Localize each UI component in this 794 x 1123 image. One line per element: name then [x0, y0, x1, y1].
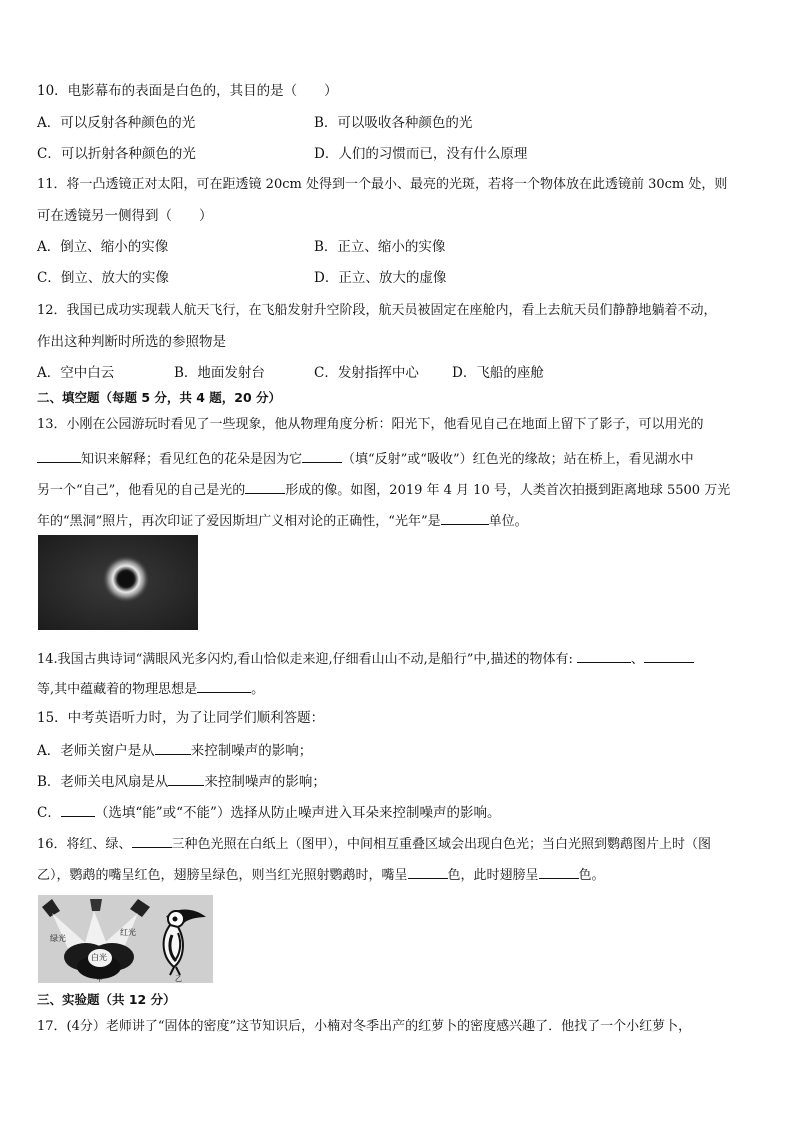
q16-line2-text-c: 色。 — [578, 868, 605, 883]
q14-line2 — [37, 678, 264, 699]
section-experiment-heading: 三、实验题（共 12 分） — [37, 992, 176, 1007]
section-fill-in-heading: 二、填空题（每题 5 分，共 4 题，20 分） — [37, 390, 282, 405]
q16-line2 — [37, 864, 605, 885]
q12-option-a: A．空中白云 — [37, 365, 115, 381]
q13-line2 — [37, 448, 694, 469]
q12-stem-line1: 12．我国已成功实现载人航天飞行，在飞船发射升空阶段，航天员被固定在座舱内，看上去航天员们静静地躺着不动， — [37, 303, 717, 318]
q16-line1-text-a: 16．将红、绿、 — [37, 837, 132, 852]
q14-line1 — [37, 648, 694, 669]
q15-c-text-a: C． — [37, 805, 61, 821]
q14-blank-2[interactable] — [644, 648, 694, 663]
q15-blank-c[interactable] — [61, 802, 95, 817]
q14-blank-1[interactable] — [577, 648, 631, 663]
q11-option-d: D．正立、放大的虚像 — [314, 270, 447, 286]
q11-option-c: C．倒立、放大的实像 — [37, 270, 169, 286]
q10-stem: 10．电影幕布的表面是白色的，其目的是（ ） — [37, 83, 338, 99]
label-figure-yi: 乙 — [175, 975, 182, 983]
q11-option-a: A．倒立、缩小的实像 — [37, 239, 169, 255]
q13-blank-1[interactable] — [37, 448, 81, 463]
label-figure-jia: 甲 — [96, 975, 103, 983]
q12-option-d: D．飞船的座舱 — [452, 365, 544, 381]
q13-line1: 13．小刚在公园游玩时看见了一些现象，他从物理角度分析：阳光下，他看见自己在地面上留下了影子，可以用光的 — [37, 417, 704, 432]
q13-line4-text-a: 年的“黑洞”照片，再次印证了爱因斯坦广义相对论的正确性，“光年”是 — [37, 514, 441, 529]
q15-option-b — [37, 771, 326, 791]
q10-option-c: C．可以折射各种颜色的光 — [37, 146, 196, 162]
q15-b-text-a: B．老师关电风扇是从 — [37, 774, 169, 790]
q14-line1-text: 14.我国古典诗词“满眼风光多闪灼,看山恰似走来迎,仔细看山山不动,是船行”中,描述的物体有: — [37, 652, 573, 667]
q13-line3-text-a: 另一个“自己”，他看见的自己是光的 — [37, 483, 246, 498]
q13-blank-4[interactable] — [441, 510, 489, 525]
q14-blank-3[interactable] — [197, 678, 251, 693]
q16-line2-text-b: 色，此时翅膀呈 — [447, 868, 539, 883]
q16-line1-text-b: 三种色光照在白纸上（图甲），中间相互重叠区域会出现白色光；当白光照到鹦鹉图片上时（图 — [171, 837, 712, 852]
q16-blank-1[interactable] — [132, 833, 172, 848]
q14-separator: 、 — [630, 652, 644, 667]
q15-a-text-a: A．老师关窗户是从 — [37, 743, 155, 759]
q15-blank-b[interactable] — [168, 771, 204, 786]
q15-option-a — [37, 740, 312, 760]
label-green-light: 绿光 — [50, 934, 66, 943]
q15-a-text-b: 来控制噪声的影响； — [190, 743, 313, 759]
q12-option-c: C．发射指挥中心 — [314, 365, 419, 381]
q13-blank-3[interactable] — [245, 479, 285, 494]
q13-line2-text-a: 知识来解释；看见红色的花朵是因为它 — [81, 452, 303, 467]
q14-line2-text-b: 。 — [251, 682, 265, 697]
q16-blank-2[interactable] — [408, 864, 448, 879]
q12-option-b: B．地面发射台 — [174, 365, 265, 381]
q16-blank-3[interactable] — [539, 864, 579, 879]
q11-stem-line2: 可在透镜另一侧得到（ ） — [37, 208, 213, 224]
q15-option-c — [37, 802, 500, 822]
q15-c-text-b: （选填“能”或“不能”）选择从防止噪声进入耳朵来控制噪声的影响。 — [94, 805, 501, 821]
q11-stem-line1: 11．将一凸透镜正对太阳，可在距透镜 20cm 处得到一个最小、最亮的光斑，若将一个物体放在此透镜前 30cm 处，则 — [37, 177, 728, 192]
label-white-light: 白光 — [91, 953, 107, 962]
q16-line2-text-a: 乙），鹦鹉的嘴呈红色，翅膀呈绿色，则当红光照射鹦鹉时，嘴呈 — [37, 868, 408, 883]
q17-line1: 17．(4分）老师讲了“固体的密度”这节知识后，小楠对冬季出产的红萝卜的密度感兴趣了．他找了一个小红萝卜， — [37, 1019, 692, 1034]
q13-line3-text-b: 形成的像。如图，2019 年 4 月 10 号，人类首次拍摄到距离地球 5500 万光 — [285, 483, 731, 498]
q13-line2-text-b: （填“反射”或“吸收”）红色光的缘故；站在桥上，看见湖水中 — [342, 452, 694, 467]
q15-blank-a[interactable] — [155, 740, 191, 755]
label-red-light: 红光 — [120, 928, 136, 937]
q10-option-d: D．人们的习惯而已，没有什么原理 — [314, 146, 528, 162]
q13-line4 — [37, 510, 528, 531]
q13-blank-2[interactable] — [302, 448, 342, 463]
q13-line4-text-b: 单位。 — [488, 514, 528, 529]
q13-line3 — [37, 479, 730, 500]
q10-option-b: B．可以吸收各种颜色的光 — [314, 115, 473, 131]
q15-stem: 15．中考英语听力时，为了让同学们顺利答题： — [37, 710, 325, 726]
q10-option-a: A．可以反射各种颜色的光 — [37, 115, 196, 131]
q15-b-text-b: 来控制噪声的影响； — [204, 774, 326, 790]
q16-line1 — [37, 833, 711, 854]
q11-option-b: B．正立、缩小的实像 — [314, 239, 446, 255]
q12-stem-line2: 作出这种判断时所选的参照物是 — [37, 334, 226, 350]
q14-line2-text-a: 等,其中蕴藏着的物理思想是 — [37, 682, 198, 697]
black-hole-photo — [38, 535, 198, 630]
color-light-figure — [38, 895, 213, 983]
